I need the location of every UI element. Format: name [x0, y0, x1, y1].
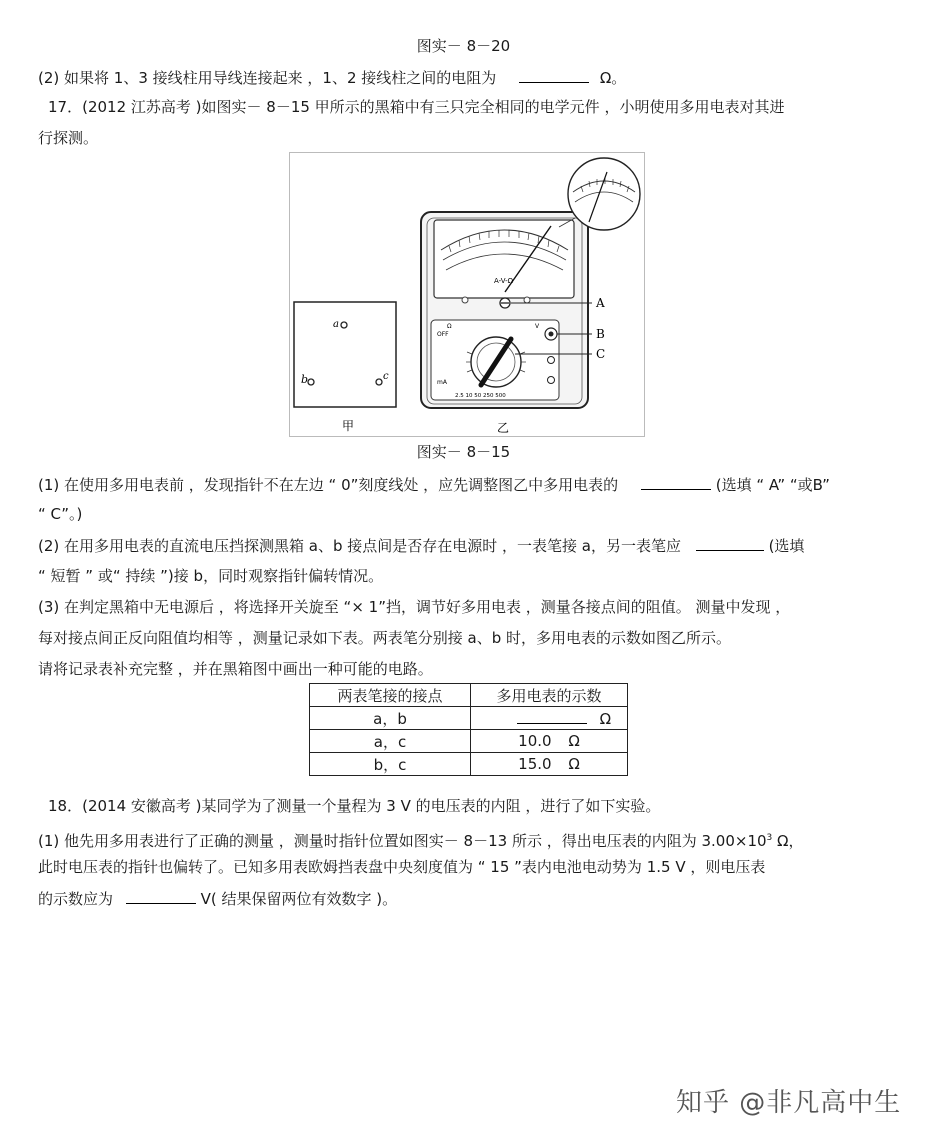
table-header-cell: 多用电表的示数: [471, 684, 628, 707]
table-cell-value: [471, 753, 628, 776]
question-17-2-line2: “ 短暂 ” 或“ 持续 ”)接 b，同时观察指针偏转情况。: [38, 567, 384, 585]
table-cell-pair: b，c: [310, 753, 471, 776]
watermark-zhihu: 知乎 @非凡高中生: [676, 1088, 902, 1118]
answer-blank[interactable]: [641, 474, 711, 490]
table-cell-pair: a，b: [310, 707, 471, 730]
callout-C: C: [596, 347, 606, 361]
point-c-label: c: [383, 371, 389, 382]
question-text: (1) 他先用多用表进行了正确的测量 ，测量时指针位置如图实－ 8－13 所示 ，得出电压表的内阻为 3.00×10: [38, 832, 767, 850]
question-17-3-line3: 请将记录表补充完整 ，并在黑箱图中画出一种可能的电路。: [38, 660, 433, 678]
answer-blank[interactable]: [517, 708, 587, 724]
exponent: 3: [766, 833, 773, 843]
unit-text: Ω。: [599, 69, 627, 87]
question-17-intro: 17．(2012 江苏高考 )如图实－ 8－15 甲所示的黑箱中有三只完全相同的电学元件 ，小明使用多用电表对其进: [48, 98, 785, 116]
figure-black-box-and-multimeter: [289, 152, 645, 437]
meter-dial: [434, 220, 574, 298]
answer-blank[interactable]: [519, 67, 589, 83]
table-row: [310, 707, 628, 730]
unit-text: Ω，: [772, 832, 804, 850]
callout-A: A: [596, 296, 605, 310]
unit-text: Ω: [599, 710, 612, 728]
question-17-1: [38, 474, 830, 495]
question-text: (2) 在用多用电表的直流电压挡探测黑箱 a、b 接点间是否存在电源时 ，一表笔接 a，另一表笔应: [38, 537, 681, 555]
measurement-record-table: [309, 683, 628, 776]
label-yi: 乙: [497, 421, 510, 435]
switch-label-off: OFF: [437, 331, 449, 338]
answer-blank[interactable]: [126, 888, 196, 904]
question-18-1: [38, 828, 804, 851]
value-text: 10.0: [518, 732, 552, 750]
question-text: (1) 在使用多用电表前 ，发现指针不在左边 “ 0”刻度线处 ，应先调整图乙中多用电表的: [38, 476, 619, 494]
switch-label-bottom: 2.5 10 50 250 500: [455, 393, 506, 399]
question-17-3-line2: 每对接点间正反向阻值均相等 ，测量记录如下表。两表笔分别接 a、b 时，多用电表的示数如图乙所示。: [38, 629, 732, 647]
table-cell-pair: a，c: [310, 730, 471, 753]
table-cell-value: [471, 730, 628, 753]
question-17-intro-line2: 行探测。: [38, 129, 99, 147]
table-cell-value: [471, 707, 628, 730]
unit-text: Ω: [568, 755, 580, 773]
point-b-label: b: [301, 373, 309, 386]
figure-caption-8-15: 图实－ 8－15: [416, 443, 511, 461]
question-17-3-line1: (3) 在判定黑箱中无电源后 ，将选择开关旋至 “× 1”挡，调节好多用电表 ，测量各接点间的阻值。 测量中发现 ，: [38, 598, 791, 616]
question-18-intro: 18．(2014 安徽高考 )某同学为了测量一个量程为 3 V 的电压表的内阻 ，进行了如下实验。: [48, 797, 661, 815]
table-row: [310, 753, 628, 776]
label-jia: 甲: [342, 419, 355, 433]
point-a-label: a: [333, 319, 339, 330]
question-text: V( 结果保留两位有效数字 )。: [200, 890, 398, 908]
question-17-2: [38, 535, 804, 556]
unit-text: Ω: [568, 732, 580, 750]
question-text: (2) 如果将 1、3 接线柱用导线连接起来 ，1、2 接线柱之间的电阻为: [38, 69, 497, 87]
answer-blank[interactable]: [696, 535, 764, 551]
question-18-1-line2: 此时电压表的指针也偏转了。已知多用表欧姆挡表盘中央刻度值为 “ 15 ”表内电池电动势为 1.5 V ，则电压表: [38, 858, 766, 876]
question-18-1-line3: [38, 888, 397, 909]
table-row: [310, 730, 628, 753]
switch-label-v: V: [535, 323, 540, 330]
callout-B: B: [596, 327, 605, 341]
table-header-cell: 两表笔接的接点: [310, 684, 471, 707]
meter-mark: A-V-Ω: [494, 277, 514, 285]
value-text: 15.0: [518, 755, 552, 773]
switch-label-omega: Ω: [447, 323, 452, 330]
question-17-1-line2: “ C”。): [38, 505, 83, 523]
multimeter-yi: [421, 212, 588, 435]
option-text: (选填 “ A” “或B”: [715, 476, 830, 494]
question-prev-part2: [38, 67, 626, 88]
switch-label-ma: mA: [437, 379, 447, 386]
table-header-row: [310, 684, 628, 707]
option-text: (选填: [768, 537, 805, 555]
figure-caption-8-20: 图实－ 8－20: [416, 37, 511, 55]
question-text: 的示数应为: [38, 890, 114, 908]
